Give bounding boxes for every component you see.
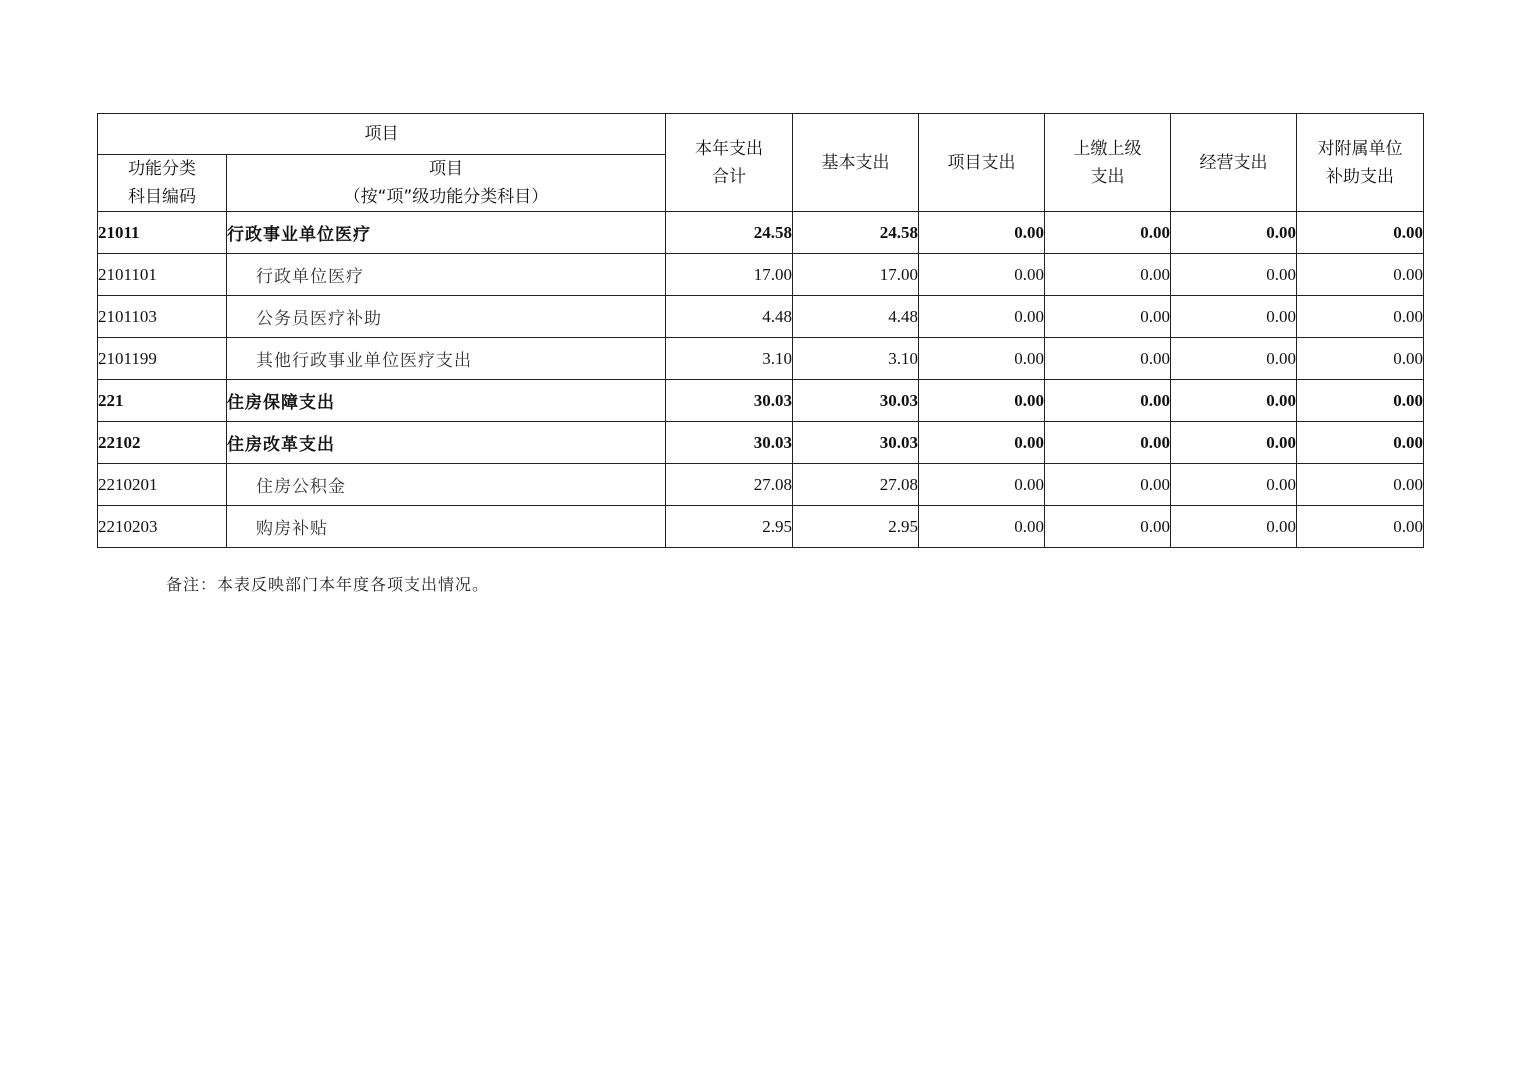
table-row: [98, 338, 1424, 380]
row-remit: 0.00: [1045, 422, 1171, 464]
row-code: 2101101: [98, 254, 227, 296]
header-total: 本年支出 合计: [666, 114, 793, 212]
header-code: 功能分类 科目编码: [98, 155, 227, 212]
row-subsidy: 0.00: [1297, 212, 1424, 254]
row-subsidy: 0.00: [1297, 464, 1424, 506]
row-subsidy: 0.00: [1297, 254, 1424, 296]
expenditure-table: [97, 113, 1424, 548]
row-operating: 0.00: [1171, 506, 1297, 548]
row-basic: 17.00: [793, 254, 919, 296]
row-subsidy: 0.00: [1297, 422, 1424, 464]
row-name: 购房补贴: [227, 506, 666, 548]
row-total: 30.03: [666, 422, 793, 464]
row-name: 住房改革支出: [227, 422, 666, 464]
row-project: 0.00: [919, 338, 1045, 380]
row-total: 4.48: [666, 296, 793, 338]
table-row: [98, 422, 1424, 464]
table-row: [98, 380, 1424, 422]
row-remit: 0.00: [1045, 506, 1171, 548]
row-total: 2.95: [666, 506, 793, 548]
row-operating: 0.00: [1171, 296, 1297, 338]
row-basic: 3.10: [793, 338, 919, 380]
table-row: [98, 506, 1424, 548]
row-project: 0.00: [919, 212, 1045, 254]
row-operating: 0.00: [1171, 338, 1297, 380]
row-total: 3.10: [666, 338, 793, 380]
row-project: 0.00: [919, 380, 1045, 422]
row-project: 0.00: [919, 464, 1045, 506]
row-remit: 0.00: [1045, 296, 1171, 338]
row-total: 24.58: [666, 212, 793, 254]
row-code: 22102: [98, 422, 227, 464]
row-remit: 0.00: [1045, 380, 1171, 422]
row-project: 0.00: [919, 254, 1045, 296]
table-row: [98, 212, 1424, 254]
row-operating: 0.00: [1171, 380, 1297, 422]
row-code: 21011: [98, 212, 227, 254]
row-operating: 0.00: [1171, 254, 1297, 296]
row-code: 2210203: [98, 506, 227, 548]
row-project: 0.00: [919, 506, 1045, 548]
row-code: 2210201: [98, 464, 227, 506]
row-total: 17.00: [666, 254, 793, 296]
table-row: [98, 254, 1424, 296]
row-subsidy: 0.00: [1297, 506, 1424, 548]
header-basic: 基本支出: [793, 114, 919, 212]
row-basic: 2.95: [793, 506, 919, 548]
row-project: 0.00: [919, 422, 1045, 464]
header-name: 项目 （按“项”级功能分类科目）: [227, 155, 666, 212]
row-remit: 0.00: [1045, 212, 1171, 254]
table-row: [98, 464, 1424, 506]
row-project: 0.00: [919, 296, 1045, 338]
table-row: [98, 296, 1424, 338]
table-footnote: 备注：本表反映部门本年度各项支出情况。: [166, 575, 490, 594]
row-total: 30.03: [666, 380, 793, 422]
row-operating: 0.00: [1171, 422, 1297, 464]
row-basic: 4.48: [793, 296, 919, 338]
row-name: 住房保障支出: [227, 380, 666, 422]
row-name: 行政单位医疗: [227, 254, 666, 296]
row-basic: 27.08: [793, 464, 919, 506]
table-body: [98, 212, 1424, 548]
row-subsidy: 0.00: [1297, 296, 1424, 338]
header-project: 项目支出: [919, 114, 1045, 212]
row-operating: 0.00: [1171, 212, 1297, 254]
table-header: [98, 114, 1424, 212]
row-code: 221: [98, 380, 227, 422]
row-code: 2101199: [98, 338, 227, 380]
row-basic: 24.58: [793, 212, 919, 254]
row-remit: 0.00: [1045, 464, 1171, 506]
row-basic: 30.03: [793, 380, 919, 422]
row-code: 2101103: [98, 296, 227, 338]
header-remit: 上缴上级 支出: [1045, 114, 1171, 212]
header-operating: 经营支出: [1171, 114, 1297, 212]
header-subsidy: 对附属单位 补助支出: [1297, 114, 1424, 212]
row-operating: 0.00: [1171, 464, 1297, 506]
header-group-label: 项目: [98, 114, 666, 155]
row-name: 公务员医疗补助: [227, 296, 666, 338]
row-subsidy: 0.00: [1297, 380, 1424, 422]
row-basic: 30.03: [793, 422, 919, 464]
row-name: 行政事业单位医疗: [227, 212, 666, 254]
row-name: 其他行政事业单位医疗支出: [227, 338, 666, 380]
row-subsidy: 0.00: [1297, 338, 1424, 380]
row-remit: 0.00: [1045, 254, 1171, 296]
row-name: 住房公积金: [227, 464, 666, 506]
row-remit: 0.00: [1045, 338, 1171, 380]
row-total: 27.08: [666, 464, 793, 506]
